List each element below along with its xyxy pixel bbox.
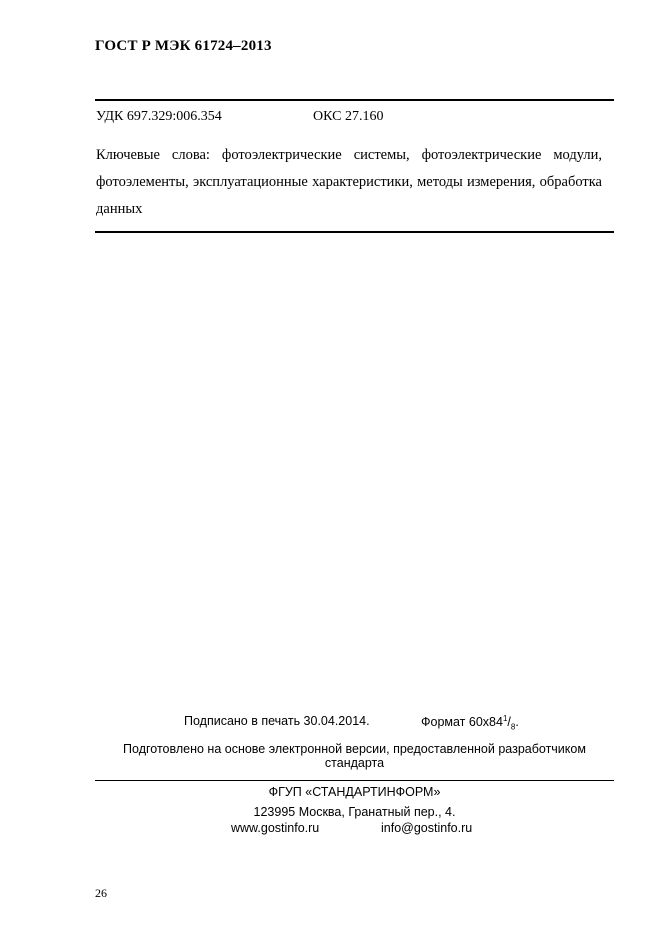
publisher-email: info@gostinfo.ru: [381, 821, 473, 835]
oks-code: ОКС 27.160: [313, 109, 384, 124]
prepared-note: Подготовлено на основе электронной версии, предоставленной разработчиком стандарта: [123, 742, 586, 770]
format-denominator: 8: [510, 722, 516, 732]
format-end: .: [515, 715, 519, 730]
format-label: Формат 60x84: [421, 715, 503, 730]
imprint-divider: [95, 780, 614, 781]
keywords-paragraph: Ключевые слова: фотоэлектрические системы, фотоэлектрические модули, фотоэлементы, эксплуатационные характеристики, методы измерения, обработка данных: [96, 147, 602, 217]
paper-format: Формат $60x84^1/_8$.: [421, 714, 519, 732]
signed-for-print: Подписано в печать 30.04.2014.: [184, 714, 370, 728]
document-header: ГОСТ Р МЭК 61724–2013: [95, 38, 272, 54]
publisher-address: 123995 Москва, Гранатный пер., 4.: [253, 805, 456, 819]
format-numerator: 1: [502, 714, 508, 723]
page-number: 26: [95, 886, 107, 900]
udk-code: УДК 697.329:006.354: [96, 109, 222, 124]
publisher-name: ФГУП «СТАНДАРТИНФОРМ»: [268, 785, 441, 799]
top-divider: [95, 99, 614, 101]
keywords-divider: [95, 231, 614, 233]
publisher-website: www.gostinfo.ru: [231, 821, 320, 835]
